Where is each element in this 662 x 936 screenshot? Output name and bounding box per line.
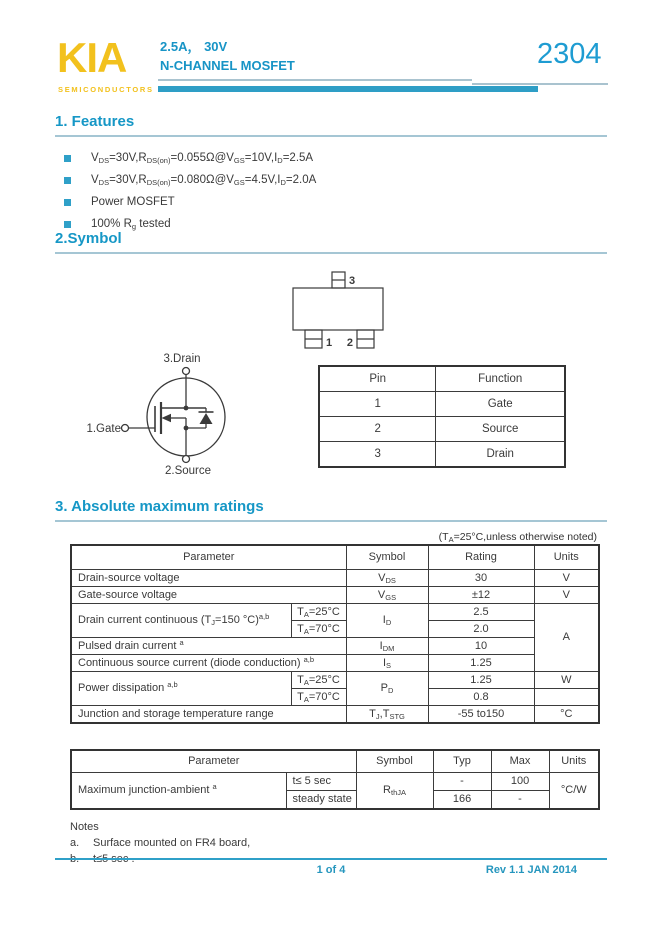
col-header-parameter: Parameter	[71, 545, 346, 570]
col-header-max: Max	[491, 750, 549, 773]
param-cell: Drain current continuous ($T_J=150$ °C)$^{a,b}$	[71, 604, 291, 638]
table-header-row	[71, 545, 599, 570]
function-header: Function	[436, 366, 565, 392]
symbol-title: 2.Symbol	[55, 230, 607, 254]
condition-note: ($T_A=25^\circ C,unless$ otherwise noted)	[438, 531, 597, 544]
feature-item	[55, 196, 607, 208]
drain-junction-dot	[184, 406, 189, 411]
symbol-cell: $I_{DM}$	[346, 638, 428, 655]
symbol-cell: $P_D$	[346, 672, 428, 706]
rating-cell: 2.5	[428, 604, 534, 621]
table-row	[71, 706, 599, 724]
table-row	[71, 672, 599, 689]
thermal-table	[70, 749, 600, 810]
header-rule-right	[472, 83, 608, 85]
condition-cell: steady state	[286, 791, 356, 810]
table-row	[71, 604, 599, 621]
table-row	[319, 392, 565, 417]
body-diode-icon	[200, 413, 213, 424]
typ-cell: 166	[433, 791, 491, 810]
col-header-units: Units	[549, 750, 599, 773]
max-cell: 100	[491, 773, 549, 791]
note-text: t≤5 sec .	[93, 852, 135, 865]
gate-terminal-label: 1.Gate	[86, 423, 121, 435]
param-cell: Junction and storage temperature range	[71, 706, 346, 724]
units-cell: °C	[534, 706, 599, 724]
body-arrow-icon	[162, 414, 172, 422]
condition-cell: $T_A=70^\circ C$	[291, 689, 346, 706]
section-features	[55, 113, 607, 240]
page-footer	[55, 858, 607, 884]
units-cell: A	[534, 604, 599, 672]
package-body	[293, 288, 383, 330]
symbol-cell: $R_{thJA}$	[356, 773, 433, 810]
table-header-row	[71, 750, 599, 773]
note-label: a.	[70, 836, 80, 849]
table-row	[319, 366, 565, 392]
rating-cell: 2.0	[428, 621, 534, 638]
feature-item	[55, 174, 607, 186]
col-header-typ: Typ	[433, 750, 491, 773]
max-cell: -	[491, 791, 549, 810]
param-cell: Gate-source voltage	[71, 587, 346, 604]
units-cell: V	[534, 587, 599, 604]
pin-function: Gate	[436, 392, 565, 417]
package-outline-drawing	[291, 270, 391, 354]
note-item	[70, 836, 607, 852]
feature-text: $V_{DS}=30V,R_{DS(on)}=0.055\Omega@V_{GS}=10V,I_D=2.5A$	[91, 152, 314, 165]
col-header-symbol: Symbol	[356, 750, 433, 773]
param-cell: Pulsed drain current $^a$	[71, 638, 346, 655]
source-terminal-icon	[183, 456, 190, 463]
rating-cell: -55 to150	[428, 706, 534, 724]
device-rating-line: 2.5A， 30V	[160, 39, 228, 54]
feature-text: 100% $R_g$ tested	[91, 218, 171, 231]
param-cell: Maximum junction-ambient $^a$	[71, 773, 286, 810]
table-row	[71, 655, 599, 672]
source-terminal-label: 2.Source	[164, 465, 212, 477]
units-cell: °C/W	[549, 773, 599, 810]
pin-number: 1	[319, 392, 436, 417]
revision-label: Rev 1.1 JAN 2014	[485, 864, 577, 876]
units-cell-empty	[534, 689, 599, 706]
symbol-drawings	[55, 254, 607, 492]
square-bullet-icon	[64, 155, 71, 162]
pin-function: Source	[436, 417, 565, 442]
table-row	[71, 587, 599, 604]
device-summary	[160, 38, 295, 76]
pin-function-table	[318, 365, 566, 468]
rating-cell: 1.25	[428, 655, 534, 672]
rating-cell: 10	[428, 638, 534, 655]
package-pin1-label: 1	[326, 337, 333, 349]
feature-text: $V_{DS}=30V,R_{DS(on)}=0.080\Omega@V_{GS}=4.5V,I_D=2.0A$	[91, 174, 317, 187]
note-label: b.	[70, 852, 80, 865]
brand-logo: KIA	[57, 34, 127, 81]
symbol-cell: $V_{DS}$	[346, 570, 428, 587]
package-pin3-label: 3	[349, 275, 356, 287]
gate-terminal-icon	[122, 425, 129, 432]
rating-cell: ±12	[428, 587, 534, 604]
table-row	[71, 773, 599, 791]
square-bullet-icon	[64, 221, 71, 228]
feature-text: Power MOSFET	[91, 196, 175, 208]
header-accent-bar	[158, 86, 538, 92]
pin-number: 2	[319, 417, 436, 442]
feature-item	[55, 218, 607, 230]
square-bullet-icon	[64, 199, 71, 206]
header-rule-left	[158, 79, 472, 81]
table-row	[319, 442, 565, 468]
rating-cell: 30	[428, 570, 534, 587]
condition-cell: $T_A=25^\circ C$	[291, 604, 346, 621]
table-row	[71, 570, 599, 587]
features-list	[55, 152, 607, 230]
part-number: 2304	[537, 38, 602, 70]
device-type-line: N-CHANNEL MOSFET	[160, 57, 295, 73]
notes-title: Notes	[70, 821, 99, 833]
ratings-title: 3. Absolute maximum ratings	[55, 498, 607, 522]
feature-item	[55, 152, 607, 164]
brand-logo-subtext: SEMICONDUCTORS	[58, 85, 154, 94]
note-text: Surface mounted on FR4 board,	[93, 836, 251, 849]
section-abs-max-ratings	[55, 498, 607, 868]
drain-terminal-icon	[183, 368, 190, 375]
symbol-cell: $I_S$	[346, 655, 428, 672]
page-number: 1 of 4	[316, 864, 346, 876]
symbol-cell: $I_D$	[346, 604, 428, 638]
condition-cell: t≤ 5 sec	[286, 773, 356, 791]
condition-cell: $T_A=70^\circ C$	[291, 621, 346, 638]
source-junction-dot	[184, 426, 189, 431]
col-header-units: Units	[534, 545, 599, 570]
col-header-parameter: Parameter	[71, 750, 356, 773]
rating-cell: 0.8	[428, 689, 534, 706]
col-header-rating: Rating	[428, 545, 534, 570]
square-bullet-icon	[64, 177, 71, 184]
typ-cell: -	[433, 773, 491, 791]
condition-cell: $T_A=25^\circ C$	[291, 672, 346, 689]
pin-function: Drain	[436, 442, 565, 468]
table-row	[71, 638, 599, 655]
section-symbol	[55, 230, 607, 492]
mosfet-symbol-drawing	[80, 350, 260, 482]
symbol-cell: $T_J,T_{STG}$	[346, 706, 428, 724]
rating-cell: 1.25	[428, 672, 534, 689]
param-cell: Continuous source current (diode conduction) $^{a,b}$	[71, 655, 346, 672]
package-pin2-label: 2	[346, 337, 353, 349]
abs-max-ratings-table	[70, 544, 600, 724]
col-header-symbol: Symbol	[346, 545, 428, 570]
drain-terminal-label: 3.Drain	[163, 353, 201, 365]
units-cell: W	[534, 672, 599, 689]
param-cell: Drain-source voltage	[71, 570, 346, 587]
units-cell: V	[534, 570, 599, 587]
pin-header: Pin	[319, 366, 436, 392]
pin-number: 3	[319, 442, 436, 468]
table-row	[319, 417, 565, 442]
features-title: 1. Features	[55, 113, 607, 137]
param-cell: Power dissipation $^{a,b}$	[71, 672, 291, 706]
symbol-cell: $V_{GS}$	[346, 587, 428, 604]
